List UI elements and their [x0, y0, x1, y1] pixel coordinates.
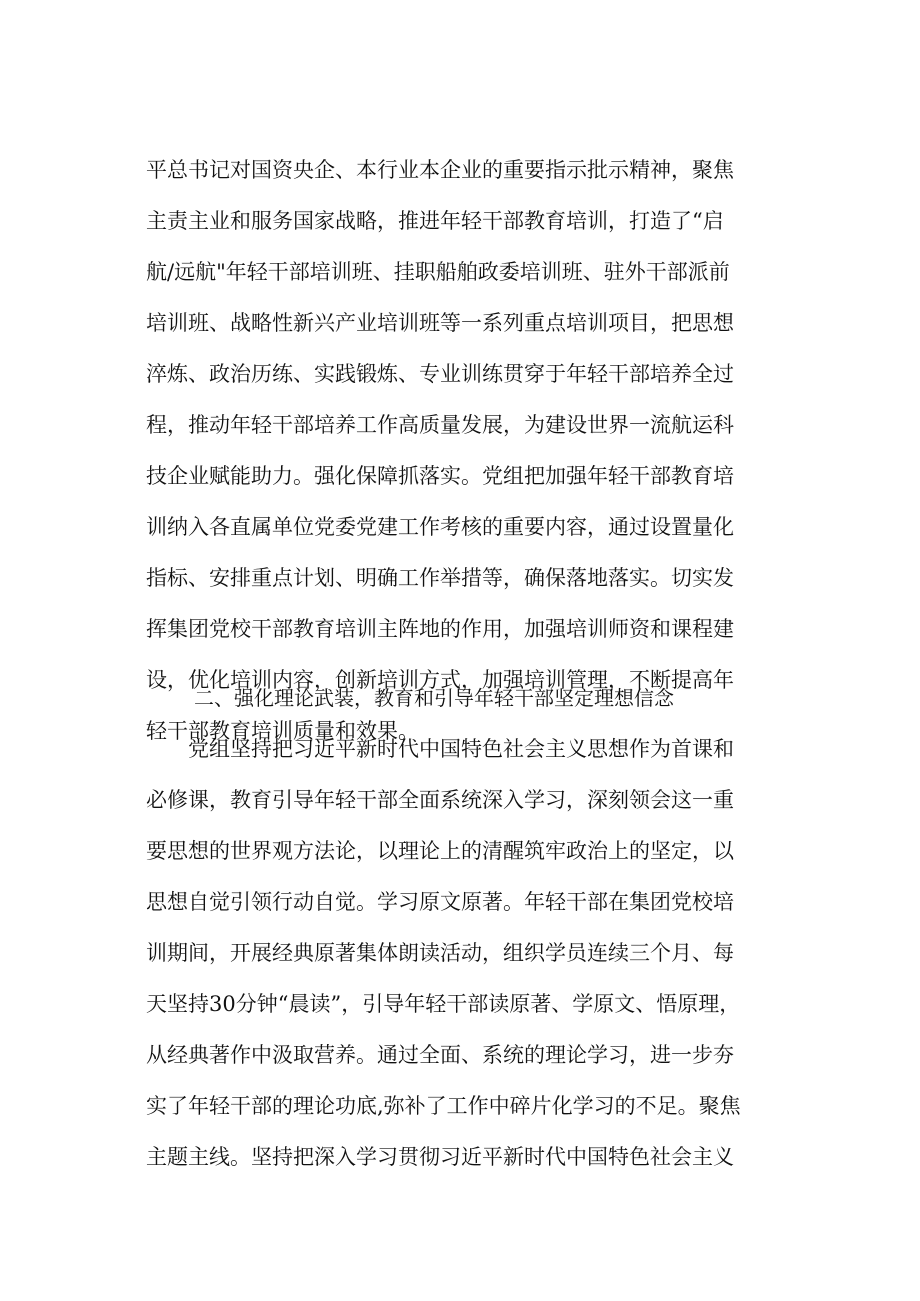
text-line: 党组坚持把习近平新时代中国特色社会主义思想作为首课和	[188, 737, 734, 761]
text-line: 必修课，教育引导年轻干部全面系统深入学习，深刻领会这一重	[146, 788, 734, 812]
text-line: 训期间，开展经典原著集体朗读活动，组织学员连续三个月、每	[146, 941, 734, 965]
section-heading: 二、强化理论武装，教育和引导年轻干部坚定理想信念	[194, 686, 674, 710]
text-line: 指标、安排重点计划、明确工作举措等，确保落地落实。切实发	[146, 566, 734, 590]
paragraph-1	[146, 145, 806, 757]
text-line: 思想自觉引领行动自觉。学习原文原著。年轻干部在集团党校培	[146, 890, 734, 914]
text-line: 航/远航"年轻干部培训班、挂职船舶政委培训班、驻外干部派前	[146, 260, 730, 284]
text-line: 培训班、战略性新兴产业培训班等一系列重点培训项目，把思想	[146, 311, 734, 335]
text-line: 设，优化培训内容，创新培训方式，加强培训管理，不断提高年	[146, 668, 734, 692]
section-2	[146, 673, 806, 1183]
text-line: 挥集团党校干部教育培训主阵地的作用，加强培训师资和课程建	[146, 617, 734, 641]
text-line: 淬炼、政治历练、实践锻炼、专业训练贯穿于年轻干部培养全过	[146, 362, 734, 386]
text-line: 主题主线。坚持把深入学习贯彻习近平新时代中国特色社会主义	[146, 1145, 734, 1169]
text-line: 训纳入各直属单位党委党建工作考核的重要内容，通过设置量化	[146, 515, 734, 539]
text-line: 天坚持30分钟“晨读”，引导年轻干部读原著、学原文、悟原理，	[146, 992, 741, 1016]
text-line: 程，推动年轻干部培养工作高质量发展，为建设世界一流航运科	[146, 413, 734, 437]
text-line: 平总书记对国资央企、本行业本企业的重要指示批示精神，聚焦	[146, 158, 734, 182]
text-line: 从经典著作中汲取营养。通过全面、系统的理论学习，进一步夯	[146, 1043, 734, 1067]
text-line: 要思想的世界观方法论，以理论上的清醒筑牢政治上的坚定，以	[146, 839, 734, 863]
text-line: 主责主业和服务国家战略，推进年轻干部教育培训，打造了“启	[146, 209, 724, 233]
text-line: 轻干部教育培训质量和效果。	[146, 719, 419, 743]
text-line: 实了年轻干部的理论功底,弥补了工作中碎片化学习的不足。聚焦	[146, 1094, 741, 1118]
text-line: 技企业赋能助力。强化保障抓落实。党组把加强年轻干部教育培	[146, 464, 734, 488]
